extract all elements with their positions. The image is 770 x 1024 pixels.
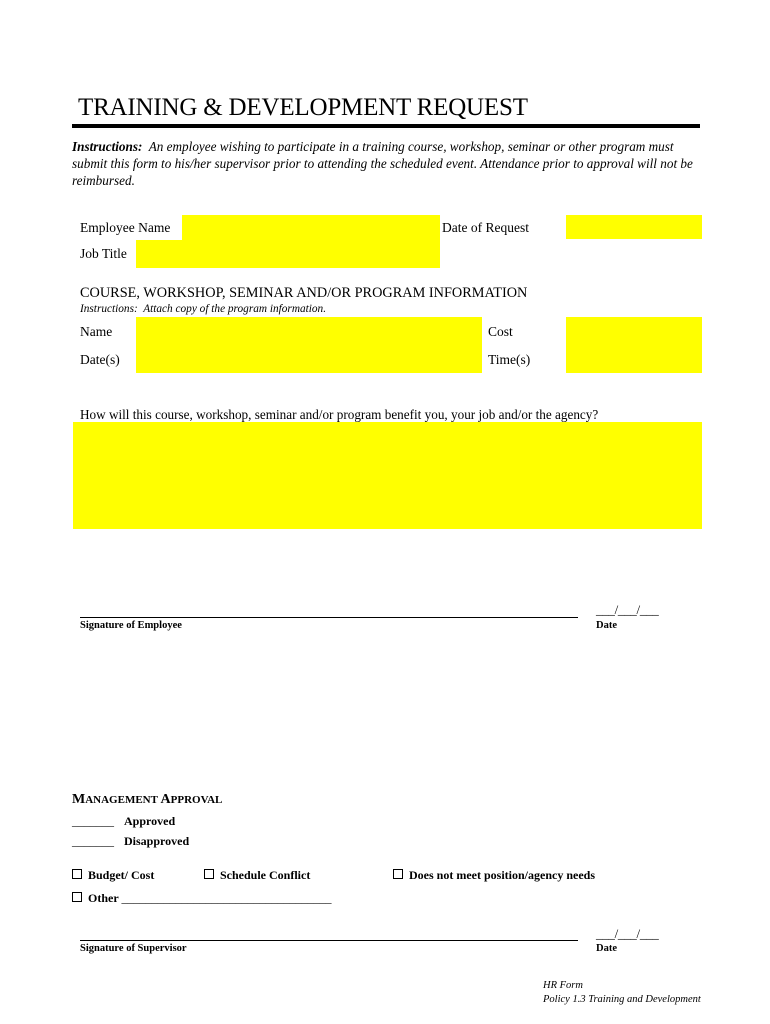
course-instructions [80, 303, 326, 315]
other-reason-blank[interactable]: ___________________________________ [121, 891, 332, 905]
approved-label: Approved [124, 814, 176, 828]
reason-other[interactable]: Other ___________________________________ [72, 891, 331, 906]
checkbox-icon[interactable] [72, 892, 82, 902]
approved-blank[interactable]: _______ [72, 814, 114, 828]
reason-position-needs[interactable]: Does not meet position/agency needs [393, 868, 595, 883]
supervisor-signature-label: Signature of Supervisor [80, 943, 187, 954]
reason-schedule-conflict[interactable]: Schedule Conflict [204, 868, 310, 883]
employee-signature-line[interactable] [80, 617, 578, 618]
checkbox-icon[interactable] [72, 869, 82, 879]
checkbox-icon[interactable] [204, 869, 214, 879]
reason-budget-cost[interactable]: Budget/ Cost [72, 868, 154, 883]
supervisor-signature-date-field[interactable]: ___/___/___ [596, 926, 659, 941]
disapproved-blank[interactable]: _______ [72, 834, 114, 848]
employee-name-label: Employee Name [80, 220, 171, 235]
checkbox-icon[interactable] [393, 869, 403, 879]
management-approval-heading: MANAGEMENT APPROVAL [72, 792, 223, 807]
benefit-answer-field[interactable] [73, 422, 702, 529]
course-instructions-text: Attach copy of the program information. [143, 303, 327, 315]
instructions-label: Instructions: [72, 139, 143, 154]
course-name-dates-field[interactable] [136, 317, 482, 373]
employee-name-field[interactable] [182, 215, 440, 240]
course-name-label: Name [80, 324, 113, 339]
title-underline [72, 124, 700, 128]
date-of-request-field[interactable] [566, 215, 702, 239]
instructions-text: An employee wishing to participate in a training course, workshop, seminar or other program must submit this form to his/her supervisor prior to attending the scheduled event. Attendance prior to approval will not be reimbursed. [72, 139, 693, 188]
supervisor-signature-line[interactable] [80, 940, 578, 941]
form-instructions [72, 138, 704, 189]
disapproved-label: Disapproved [124, 834, 190, 848]
course-times-label: Time(s) [488, 352, 531, 367]
form-title: TRAINING & DEVELOPMENT REQUEST [78, 94, 528, 121]
employee-signature-date-label: Date [596, 620, 617, 631]
course-instructions-label: Instructions: [80, 303, 138, 315]
course-dates-label: Date(s) [80, 352, 120, 367]
job-title-field[interactable] [136, 240, 440, 268]
course-cost-times-field[interactable] [566, 317, 702, 373]
course-cost-label: Cost [488, 324, 513, 339]
course-section-heading: COURSE, WORKSHOP, SEMINAR AND/OR PROGRAM INFORMATION [80, 285, 528, 301]
benefit-question: How will this course, workshop, seminar and/or program benefit you, your job and/or the agency? [80, 407, 599, 422]
supervisor-signature-date-label: Date [596, 943, 617, 954]
job-title-label: Job Title [80, 246, 127, 261]
employee-signature-label: Signature of Employee [80, 620, 182, 631]
date-of-request-label: Date of Request [442, 220, 529, 235]
footer-form-name: HR Form [543, 980, 583, 991]
footer-policy: Policy 1.3 Training and Development [543, 994, 701, 1005]
employee-signature-date-field[interactable]: ___/___/___ [596, 602, 659, 617]
